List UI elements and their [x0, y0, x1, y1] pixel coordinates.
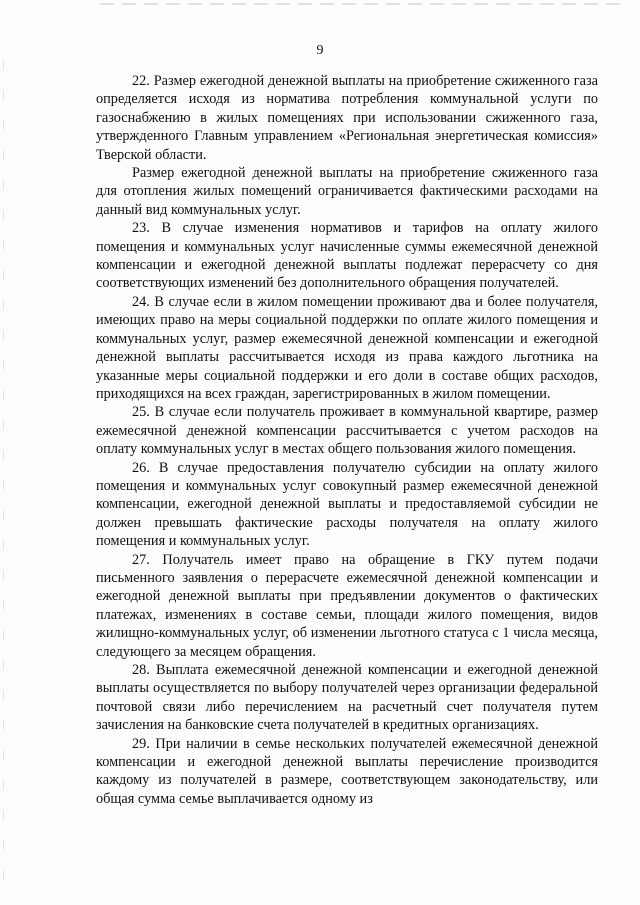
- paragraph-22: 22. Размер ежегодной денежной выплаты на приобретение сжиженного газа определяется исходя из норматива потребления коммунальной услуги по газоснабжению в жилых помещениях при использовании сжиженного газа, утвержденного Главным управлением «Региональная энергетическая комиссия» Тверской области.: [96, 73, 598, 163]
- paragraph-23: 23. В случае изменения нормативов и тарифов на оплату жилого помещения и коммунальных услуг начисленные суммы ежемесячной денежной компенсации и ежегодной денежной выплаты подлежат перерасчету со дня соответствующих изменений без дополнительного обращения получателей.: [96, 220, 598, 292]
- scan-artifact-left: [3, 60, 4, 890]
- paragraph-29: 29. При наличии в семье нескольких получателей ежемесячной денежной компенсации и ежегодной денежной выплаты перечисление производится каждому из получателей в размере, соответствующем законодательству, или общая сумма семье выплачивается одному из: [96, 735, 598, 807]
- paragraph-26: 26. В случае предоставления получателю субсидии на оплату жилого помещения и коммунальных услуг совокупный размер ежемесячной денежной компенсации, ежегодной денежной выплаты и предоставляемой субсидии не должен превышать фактические расходы получателя на оплату жилого помещения и коммунальных услуг.: [96, 459, 598, 550]
- page-number: 9: [316, 43, 324, 58]
- paragraph-27: 27. Получатель имеет право на обращение в ГКУ путем подачи письменного заявления о перерасчете ежемесячной денежной компенсации и ежегодной денежной выплаты при предъявлении документов о фактических платежах, изменениях в составе семьи, площади жилого помещения, видов жилищно-коммунальных услуг, об изменении льготного статуса с 1 числа месяца, следующего за месяцем обращения.: [96, 551, 598, 660]
- document-body: [96, 72, 598, 808]
- paragraph-22-continued: Размер ежегодной денежной выплаты на приобретение сжиженного газа для отопления жилых помещений ограничивается фактическими расходами на данный вид коммунальных услуг.: [96, 165, 598, 218]
- paragraph-24: 24. В случае если в жилом помещении проживают два и более получателя, имеющих право на меры социальной поддержки по оплате жилого помещения и коммунальных услуг, размер ежемесячной денежной компенсации и ежегодной денежной выплаты рассчитывается исходя из права каждого льготника на указанные меры социальной поддержки и его доли в составе общих расходов, приходящихся на всех граждан, зарегистрированных в жилом помещении.: [96, 293, 598, 402]
- scan-artifact-top: [100, 3, 620, 5]
- paragraph-25: 25. В случае если получатель проживает в коммунальной квартире, размер ежемесячной денежной компенсации рассчитывается с учетом расходов на оплату коммунальных услуг в местах общего пользования жилого помещения.: [96, 404, 598, 458]
- paragraph-28: 28. Выплата ежемесячной денежной компенсации и ежегодной денежной выплаты осуществляется по выбору получателей через организации федеральной почтовой связи либо перечислением на расчетный счет получателя путем зачисления на банковские счета получателей в кредитных организациях.: [96, 662, 598, 734]
